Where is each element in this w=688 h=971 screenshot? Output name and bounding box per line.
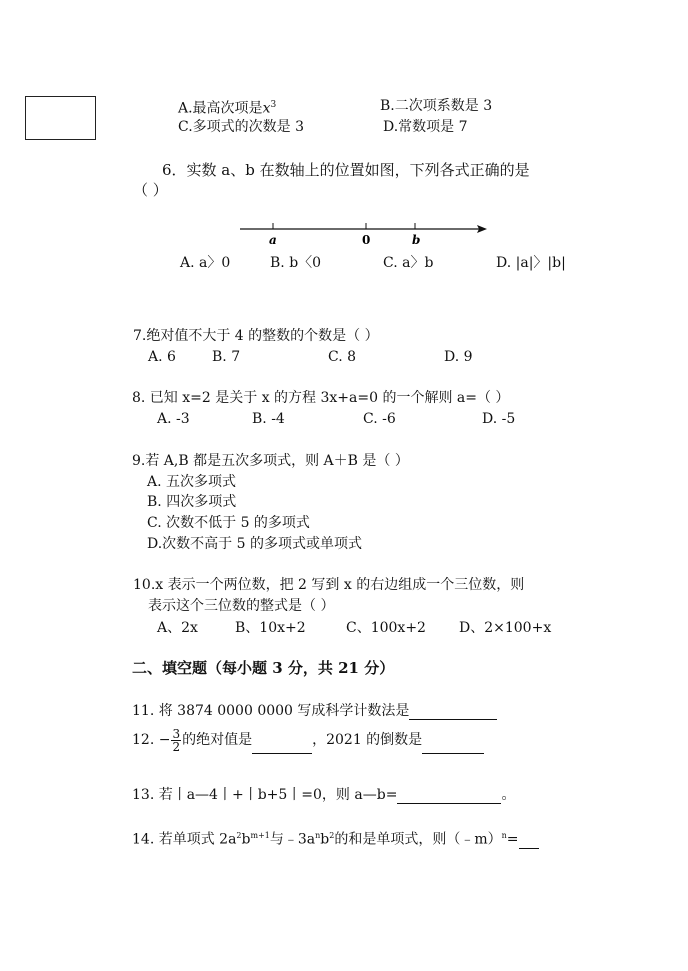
- label-zero: 0: [362, 233, 371, 247]
- q5-option-b: B.二次项系数是 3: [380, 98, 493, 114]
- q12-mid2: ，2021 的倒数是: [312, 732, 423, 748]
- q9-option-d: D.次数不高于 5 的多项式或单项式: [147, 536, 362, 552]
- q6-paren: （ ）: [133, 181, 168, 199]
- q8-option-c: C. -6: [363, 411, 396, 427]
- q14-part6: =: [506, 831, 519, 848]
- q13-prefix: 13. 若丨a—4丨+丨b+5丨=0，则 a—b=: [132, 787, 398, 803]
- q5-option-a: [178, 96, 276, 118]
- q12-fraction: [171, 728, 181, 753]
- label-b: b: [412, 233, 421, 247]
- q14-sup4: 2: [329, 831, 335, 840]
- q14-part2: b: [241, 831, 251, 848]
- q12-mid: 的绝对值是: [182, 732, 253, 748]
- q6-stem: 6．实数 a、b 在数轴上的位置如图，下列各式正确的是: [162, 161, 530, 179]
- section-2-title: 二、填空题（每小题 3 分，共 21 分）: [132, 659, 395, 677]
- q12: [132, 726, 484, 754]
- q8-option-d: D. -5: [482, 411, 516, 427]
- q10-stem-line1: 10.x 表示一个两位数，把 2 写到 x 的右边组成一个三位数，则: [133, 577, 525, 593]
- q7-option-d: D. 9: [444, 349, 473, 365]
- q12-blank-2[interactable]: [422, 739, 484, 754]
- q11: [132, 702, 497, 720]
- q14-answer-blank[interactable]: [519, 834, 539, 849]
- q7-option-a: A. 6: [148, 349, 176, 365]
- q14-sup5: n: [501, 831, 507, 840]
- q6-option-c: C. a〉b: [383, 255, 434, 271]
- q14-part1: 14. 若单项式 2a: [132, 831, 237, 848]
- q8-stem: 8. 已知 x=2 是关于 x 的方程 3x+a=0 的一个解则 a=（ ）: [132, 390, 510, 406]
- q10-option-a: A、2x: [157, 620, 198, 636]
- q11-text: 11. 将 3874 0000 0000 写成科学计数法是: [132, 703, 410, 719]
- score-box: [25, 96, 96, 140]
- q5-option-a-exponent: 3: [270, 100, 277, 110]
- q9-option-c: C. 次数不低于 5 的多项式: [147, 515, 310, 531]
- q14-part5: 的和是单项式，则（﹣m）: [334, 831, 502, 848]
- q13-suffix: 。: [501, 787, 516, 803]
- q5-option-c: C.多项式的次数是 3: [178, 119, 305, 135]
- q6-option-d: D. |a|〉|b|: [496, 255, 566, 271]
- q6-option-b: B. b〈0: [270, 255, 322, 271]
- q5-option-a-var: x: [262, 100, 271, 117]
- q10-option-d: D、2×100+x: [459, 620, 552, 636]
- q14-sup2: m+1: [250, 831, 270, 840]
- number-line: [235, 214, 495, 250]
- q8-option-a: A. -3: [157, 411, 190, 427]
- q11-answer-blank[interactable]: [409, 705, 497, 720]
- q10-option-b: B、10x+2: [235, 620, 306, 636]
- q14: [132, 827, 539, 849]
- q14-part4: b: [320, 831, 330, 848]
- q5-option-a-text: A.最高次项是: [178, 100, 263, 117]
- q5-option-d: D.常数项是 7: [383, 119, 468, 135]
- q13: [132, 786, 515, 804]
- q10-stem-line2: 表示这个三位数的整式是（ ）: [148, 598, 335, 614]
- q7-option-b: B. 7: [212, 349, 241, 365]
- q12-prefix: 12. −: [132, 732, 171, 748]
- label-a: a: [269, 233, 277, 247]
- q14-sup1: 2: [236, 831, 242, 840]
- q9-option-a: A. 五次多项式: [147, 474, 237, 490]
- q10-option-c: C、100x+2: [346, 620, 426, 636]
- q7-stem: 7.绝对值不大于 4 的整数的个数是（ ）: [133, 328, 379, 344]
- q12-numerator: 3: [172, 726, 181, 741]
- q14-part3: 与﹣3a: [269, 831, 316, 848]
- q6-option-a: A. a〉0: [180, 255, 231, 271]
- q7-option-c: C. 8: [328, 349, 357, 365]
- q12-blank-1[interactable]: [252, 739, 312, 754]
- q12-denominator: 2: [172, 739, 181, 754]
- q8-option-b: B. -4: [252, 411, 285, 427]
- q9-option-b: B. 四次多项式: [147, 494, 237, 510]
- q13-answer-blank[interactable]: [397, 789, 501, 804]
- q9-stem: 9.若 A,B 都是五次多项式，则 A＋B 是（ ）: [132, 453, 409, 469]
- q14-sup3: n: [315, 831, 321, 840]
